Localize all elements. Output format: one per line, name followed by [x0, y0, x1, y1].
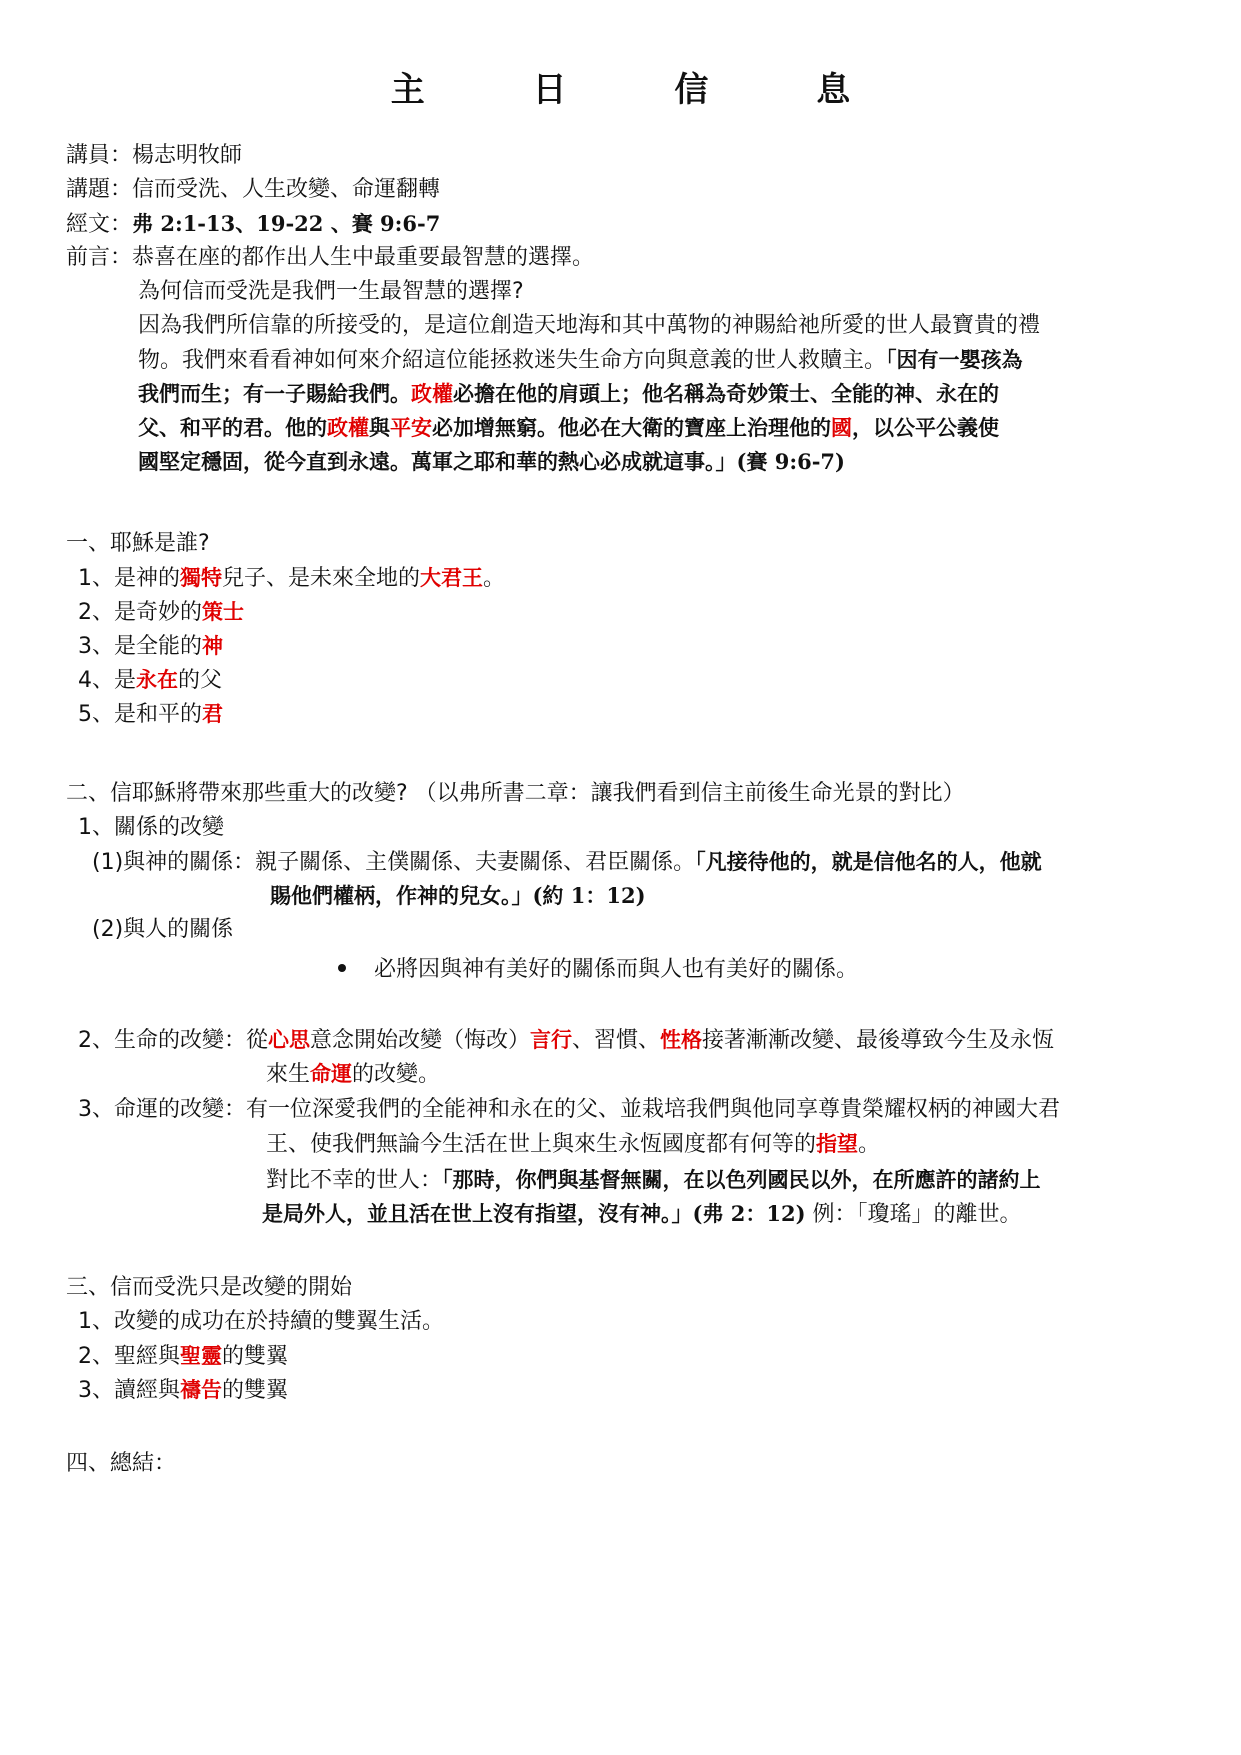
sub-text: 。: [858, 1132, 881, 1157]
section2-sub-3: 3、命運的改變：有一位深愛我們的全能神和永在的父、並栽培我們與他同享尊貴榮耀权柄的神國大君: [78, 1097, 1061, 1122]
sub-text: 意念開始改變（悔改）: [310, 1028, 531, 1053]
item-text: 3、是全能的: [78, 634, 202, 659]
page-title: 主 日 信 息: [390, 70, 899, 110]
item-highlight: 君: [202, 701, 223, 726]
section3-item-2: [78, 1338, 288, 1375]
section2-sub-1-1-cont: 賜他們權柄，作神的兒女。」(約 1：12): [270, 883, 646, 908]
item-text: 2、是奇妙的: [78, 600, 202, 625]
section2-heading: 二、信耶穌將帶來那些重大的改變? （以弗所書二章：讓我們看到信主前後生命光景的對比）: [66, 781, 965, 806]
section2-sub-1-2: (2)與人的關係: [92, 917, 234, 942]
quote-highlight: 國: [831, 415, 852, 440]
sub-text: 2、生命的改變：從: [78, 1028, 268, 1053]
preface-label: 前言：: [66, 245, 133, 270]
item-highlight: 獨特: [180, 565, 222, 590]
item-text: 的父: [178, 668, 223, 693]
sub-highlight: 性格: [660, 1027, 703, 1052]
item-highlight: 永在: [136, 667, 178, 692]
quote-highlight: 政權: [327, 415, 369, 440]
sub-text: (1)與神的關係：親子關係、主僕關係、夫妻關係、君臣關係。: [92, 850, 696, 875]
scripture-text: 弗 2:1-13、19-22 、賽 9:6-7: [132, 211, 441, 236]
sub-text: 、習慣、: [572, 1028, 661, 1053]
quote-text: 必擔在他的肩頭上；他名稱為奇妙策士、全能的神、永在的: [453, 381, 999, 406]
preface-quote-start: 「因有一嬰孩為: [886, 347, 1023, 372]
speaker-name: 楊志明牧師: [132, 143, 243, 168]
section2-bullet-line: [338, 952, 858, 988]
item-text: 4、是: [78, 668, 136, 693]
preface-line-6: [138, 410, 999, 446]
sub-quote: 「凡接待他的，就是信他名的人，他就: [695, 849, 1042, 874]
section2-sub-3-contrast-cont: [262, 1196, 1022, 1233]
section3-item-3: [78, 1372, 288, 1409]
bullet-text: 必將因與神有美好的關係而與人也有美好的關係。: [374, 957, 859, 982]
item-highlight: 策士: [202, 599, 244, 624]
sub-highlight: 言行: [530, 1027, 573, 1052]
section2-sub-2-cont: [266, 1056, 440, 1093]
section2-sub-2: [78, 1022, 1054, 1059]
sub-highlight: 指望: [816, 1131, 859, 1156]
sub-quote: 是局外人，並且活在世上沒有指望，沒有神。」(弗 2：12): [262, 1201, 806, 1226]
quote-text: 父、和平的君。他的: [138, 415, 327, 440]
section3-heading: 三、信而受洗只是改變的開始: [66, 1275, 353, 1300]
sub-quote: 「那時，你們與基督無關，在以色列國民以外，在所應許的諸約上: [442, 1167, 1041, 1192]
preface-line-3: 因為我們所信靠的所接受的，是這位創造天地海和其中萬物的神賜給祂所愛的世人最寶貴的禮: [138, 313, 1041, 338]
item-text: 的雙翼: [222, 1344, 289, 1369]
sub-highlight: 心思: [268, 1027, 310, 1052]
preface-text-1: 恭喜在座的都作出人生中最重要最智慧的選擇。: [132, 245, 595, 270]
section1-item-1: [78, 560, 505, 597]
section2-sub-1: 1、關係的改變: [78, 815, 224, 840]
quote-text: 與: [369, 415, 390, 440]
sub-text: 的改變。: [352, 1062, 441, 1087]
preface-line-2: 為何信而受洗是我們一生最智慧的選擇?: [138, 279, 524, 304]
bullet-icon: [338, 964, 346, 972]
item-text: 3、讀經與: [78, 1378, 180, 1403]
quote-highlight: 政權: [411, 381, 453, 406]
section3-item-1: 1、改變的成功在於持續的雙翼生活。: [78, 1309, 444, 1334]
scripture-label: 經文：: [66, 212, 133, 237]
item-text: 的雙翼: [222, 1378, 289, 1403]
section1-item-5: [78, 696, 223, 733]
sub-text: 例：「瓊瑤」的離世。: [805, 1202, 1022, 1227]
item-text: 1、是神的: [78, 566, 180, 591]
item-highlight: 神: [202, 633, 223, 658]
item-highlight: 禱告: [180, 1377, 222, 1402]
section1-heading: 一、耶穌是誰?: [66, 531, 210, 556]
section2-sub-3-contrast: [266, 1162, 1041, 1199]
preface-line-7: 國堅定穩固，從今直到永遠。萬軍之耶和華的熱心必成就這事。」(賽 9:6-7): [138, 449, 845, 474]
quote-highlight: 平安: [390, 415, 432, 440]
section1-item-4: [78, 662, 222, 699]
speaker-line: [66, 138, 242, 174]
section1-item-2: [78, 594, 244, 631]
preface-line-4: [138, 342, 1023, 379]
section2-sub-1-1: [92, 844, 1042, 881]
topic-text: 信而受洗、人生改變、命運翻轉: [132, 177, 441, 202]
quote-text: 我們而生；有一子賜給我們。: [138, 381, 411, 406]
section1-item-3: [78, 628, 223, 665]
preface-line-1: [66, 240, 594, 276]
preface-line-5: [138, 376, 999, 412]
section2-sub-3-cont: [266, 1126, 880, 1163]
speaker-label: 講員：: [66, 143, 133, 168]
topic-label: 講題：: [66, 177, 133, 202]
sub-text: 王、使我們無論今生活在世上與來生永恆國度都有何等的: [266, 1132, 817, 1157]
sub-text: 來生: [266, 1062, 311, 1087]
preface-text-4a: 物。我們來看看神如何來介紹這位能拯救迷失生命方向與意義的世人救贖主。: [138, 348, 887, 373]
section4-heading: 四、總結：: [66, 1451, 177, 1476]
item-text: 5、是和平的: [78, 702, 202, 727]
quote-text: ，以公平公義使: [852, 415, 999, 440]
item-text: 兒子、是未來全地的: [222, 566, 421, 591]
item-highlight: 大君王: [420, 565, 484, 590]
item-highlight: 聖靈: [180, 1343, 222, 1368]
sub-text: 接著漸漸改變、最後導致今生及永恆: [702, 1028, 1055, 1053]
sub-text: 對比不幸的世人：: [266, 1168, 443, 1193]
item-text: 。: [483, 566, 506, 591]
sub-highlight: 命運: [310, 1061, 353, 1086]
scripture-line: [66, 206, 440, 243]
item-text: 2、聖經與: [78, 1344, 180, 1369]
topic-line: [66, 172, 440, 208]
quote-text: 必加增無窮。他必在大衛的寶座上治理他的: [432, 415, 831, 440]
